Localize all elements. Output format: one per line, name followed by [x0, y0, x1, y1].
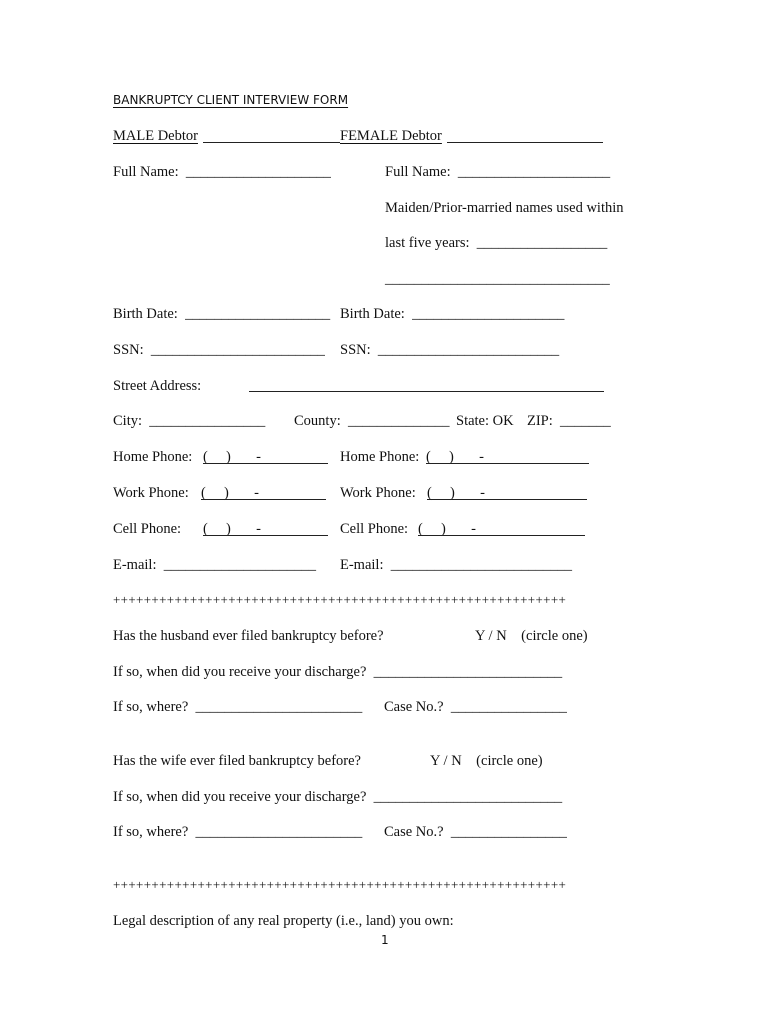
female-cell-phone-field[interactable] [418, 535, 585, 536]
husband-question: Has the husband ever filed bankruptcy before? [113, 628, 384, 644]
city-field[interactable]: City: ________________ [113, 413, 266, 429]
street-address-label: Street Address: [113, 378, 202, 394]
female-work-phone-value: ( ) - [427, 485, 485, 501]
male-work-phone-label: Work Phone: [113, 485, 189, 501]
female-work-phone-label: Work Phone: [340, 485, 416, 501]
male-home-phone-value: ( ) - [203, 449, 261, 465]
female-debtor-label: FEMALE Debtor [340, 128, 442, 144]
separator-line: +++++++++++++++++++++++++++++++++++++++++++++++++++++++++++ [113, 592, 567, 607]
male-birth-date-field[interactable]: Birth Date: ____________________ [113, 306, 331, 322]
husband-where-field[interactable]: If so, where? _______________________ [113, 699, 363, 715]
male-ssn-field[interactable]: SSN: ________________________ [113, 342, 325, 358]
female-cell-phone-value: ( ) - [418, 521, 476, 537]
wife-discharge-field[interactable]: If so, when did you receive your discharge? __________________________ [113, 789, 563, 805]
separator-line: +++++++++++++++++++++++++++++++++++++++++++++++++++++++++++ [113, 877, 567, 892]
female-ssn-field[interactable]: SSN: _________________________ [340, 342, 560, 358]
male-full-name-field[interactable]: Full Name: ____________________ [113, 164, 331, 180]
female-home-phone-value: ( ) - [426, 449, 484, 465]
female-home-phone-label: Home Phone: [340, 449, 420, 465]
county-field[interactable]: County: ______________ [294, 413, 450, 429]
male-cell-phone-field[interactable] [203, 535, 328, 536]
husband-discharge-field[interactable]: If so, when did you receive your discharge? __________________________ [113, 664, 563, 680]
form-title: BANKRUPTCY CLIENT INTERVIEW FORM [113, 93, 349, 107]
maiden-names-label: Maiden/Prior-married names used within [385, 200, 624, 216]
male-work-phone-field[interactable] [201, 499, 326, 500]
male-debtor-underline [203, 142, 340, 143]
male-home-phone-label: Home Phone: [113, 449, 193, 465]
page-number: 1 [381, 933, 389, 947]
husband-yes-no-choice[interactable]: Y / N (circle one) [475, 628, 588, 644]
male-cell-phone-label: Cell Phone: [113, 521, 182, 537]
husband-case-no-field[interactable]: Case No.? ________________ [384, 699, 567, 715]
female-debtor-underline [447, 142, 603, 143]
wife-where-field[interactable]: If so, where? _______________________ [113, 824, 363, 840]
maiden-names-extra-field[interactable]: _______________________________ [385, 271, 610, 287]
maiden-names-field[interactable]: last five years: __________________ [385, 235, 608, 251]
male-cell-phone-value: ( ) - [203, 521, 261, 537]
female-home-phone-field[interactable] [426, 463, 589, 464]
female-full-name-field[interactable]: Full Name: _____________________ [385, 164, 611, 180]
female-birth-date-field[interactable]: Birth Date: _____________________ [340, 306, 565, 322]
male-email-field[interactable]: E-mail: _____________________ [113, 557, 316, 573]
male-home-phone-field[interactable] [203, 463, 328, 464]
legal-description-label: Legal description of any real property (i.e., land) you own: [113, 913, 454, 929]
female-email-field[interactable]: E-mail: _________________________ [340, 557, 572, 573]
street-address-field[interactable] [249, 391, 604, 392]
wife-yes-no-choice[interactable]: Y / N (circle one) [430, 753, 543, 769]
male-debtor-label: MALE Debtor [113, 128, 198, 144]
male-work-phone-value: ( ) - [201, 485, 259, 501]
state-value: State: OK [456, 413, 514, 429]
female-work-phone-field[interactable] [427, 499, 587, 500]
wife-case-no-field[interactable]: Case No.? ________________ [384, 824, 567, 840]
wife-question: Has the wife ever filed bankruptcy before? [113, 753, 361, 769]
zip-field[interactable]: ZIP: _______ [527, 413, 611, 429]
female-cell-phone-label: Cell Phone: [340, 521, 409, 537]
